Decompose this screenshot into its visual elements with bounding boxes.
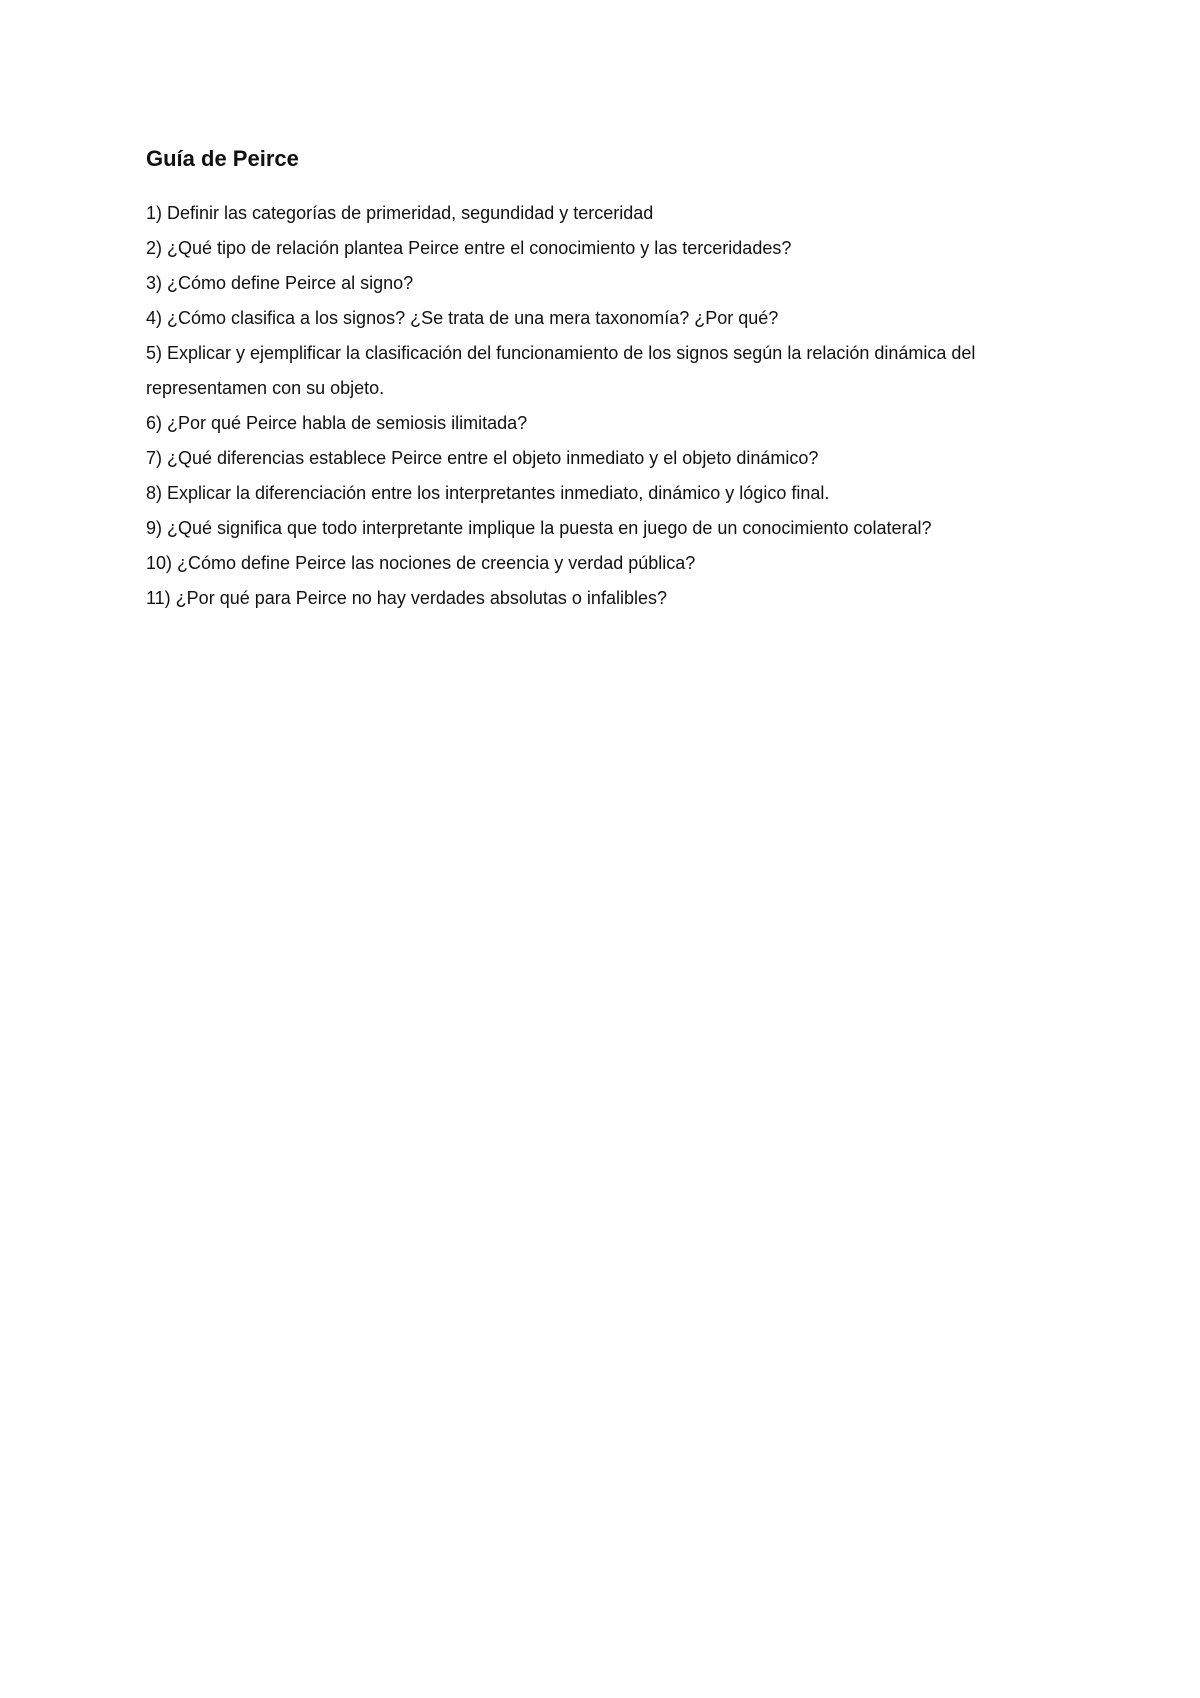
question-item: 1) Definir las categorías de primeridad, segundidad y terceridad (146, 203, 654, 223)
document-title: Guía de Peirce (146, 146, 299, 171)
question-list (146, 196, 1086, 616)
document-page (146, 142, 1086, 616)
question-item: 4) ¿Cómo clasifica a los signos? ¿Se trata de una mera taxonomía? ¿Por qué? (146, 308, 779, 328)
question-item: 8) Explicar la diferenciación entre los interpretantes inmediato, dinámico y lógico final. (146, 483, 830, 503)
question-item: 3) ¿Cómo define Peirce al signo? (146, 273, 414, 293)
question-item: 11) ¿Por qué para Peirce no hay verdades absolutas o infalibles? (146, 588, 667, 608)
question-item: 2) ¿Qué tipo de relación plantea Peirce entre el conocimiento y las terceridades? (146, 238, 792, 258)
question-item: 6) ¿Por qué Peirce habla de semiosis ilimitada? (146, 413, 528, 433)
question-item: 10) ¿Cómo define Peirce las nociones de creencia y verdad pública? (146, 553, 696, 573)
question-item: 9) ¿Qué significa que todo interpretante implique la puesta en juego de un conocimiento colateral? (146, 518, 932, 538)
question-item: 5) Explicar y ejemplificar la clasificación del funcionamiento de los signos según la relación dinámica del representamen con su objeto. (146, 343, 976, 398)
question-item: 7) ¿Qué diferencias establece Peirce entre el objeto inmediato y el objeto dinámico? (146, 448, 819, 468)
